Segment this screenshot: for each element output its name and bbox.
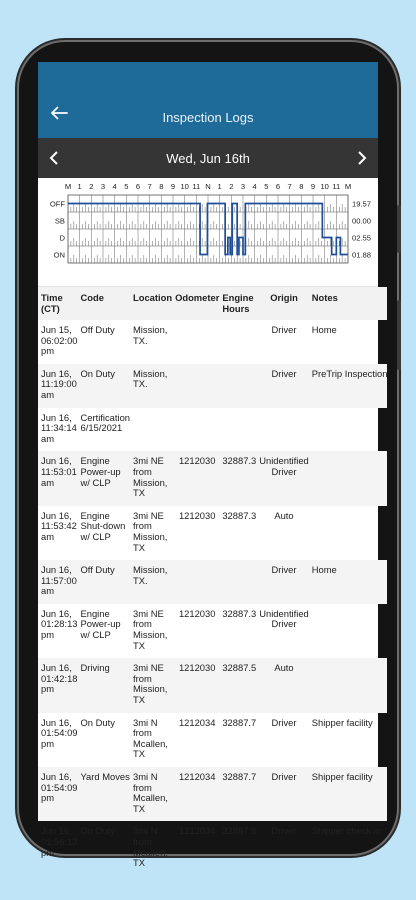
cell-odometer: 1212030	[178, 607, 216, 619]
next-day-chevron-icon[interactable]	[352, 149, 370, 167]
cell-code: Driving	[78, 658, 131, 712]
hour-label: 6	[135, 182, 141, 191]
cell-time: Jun 16, 01:54:09 pm	[38, 767, 78, 821]
table-row[interactable]	[38, 658, 387, 712]
table-row[interactable]	[38, 713, 387, 767]
hour-label: 3	[100, 182, 106, 191]
cell-time: Jun 16, 11:53:42 am	[41, 509, 77, 542]
cell-odometer: 1212030	[172, 658, 219, 712]
hour-label: 8	[299, 182, 304, 191]
cell-engine-hours: 32887.7	[219, 767, 256, 821]
hour-label: 4	[252, 182, 257, 191]
status-row-total: 19.57	[352, 199, 372, 209]
cell-time: Jun 15, 06:02:00 pm	[41, 324, 78, 357]
cell-origin: Driver	[256, 364, 309, 408]
table-row[interactable]	[38, 821, 387, 875]
hour-label: 5	[124, 182, 129, 191]
hour-label: 2	[89, 182, 94, 191]
table-row[interactable]	[38, 364, 387, 408]
column-header-origin: Origin	[256, 287, 309, 320]
cell-notes	[309, 506, 388, 560]
cell-origin: Unidentified Driver	[259, 607, 309, 630]
column-header-code: Code	[78, 287, 131, 320]
cell-code: Off Duty	[80, 324, 115, 335]
cell-engine-hours: 32887.8	[222, 825, 257, 837]
cell-notes	[309, 658, 388, 712]
table-row[interactable]	[38, 560, 387, 604]
cell-code: On Duty	[78, 364, 131, 408]
cell-engine-hours: 32887.3	[222, 509, 257, 521]
cell-time: Jun 16, 11:53:01 am	[38, 451, 78, 505]
cell-notes: Home	[311, 324, 337, 335]
column-header-time: Time (CT)	[38, 287, 78, 320]
date-navigator	[38, 138, 378, 178]
hour-label: 7	[147, 182, 152, 191]
cell-time: Jun 16, 11:19:00 am	[38, 364, 78, 408]
column-header-notes: Notes	[309, 287, 388, 320]
cell-engine-hours	[219, 560, 256, 604]
cell-odometer: 1212030	[178, 509, 216, 521]
cell-engine-hours: 32887.3	[222, 607, 257, 619]
hour-label: 9	[310, 182, 316, 191]
page-title: Inspection Logs	[162, 110, 254, 125]
cell-engine-hours	[219, 408, 256, 452]
cell-code: Off Duty	[78, 560, 131, 604]
cell-location: Mission, TX.	[130, 364, 172, 408]
column-header-odometer: Odometer	[172, 287, 219, 320]
cell-code: Engine Power-up w/ CLP	[80, 607, 121, 641]
column-header-engine-hours: Engine Hours	[219, 287, 256, 320]
power-button	[397, 300, 401, 370]
cell-location: 3mi NE from Mission, TX	[130, 658, 172, 712]
hour-label: 7	[287, 182, 292, 191]
cell-odometer: 1212034	[172, 767, 219, 821]
table-row[interactable]	[38, 408, 387, 452]
log-events-table	[38, 287, 387, 876]
cell-notes	[309, 604, 388, 658]
hour-label: 11	[192, 182, 201, 191]
status-row-label: ON	[53, 250, 65, 260]
cell-location: 3mi N from Mcallen, TX	[133, 825, 168, 869]
duty-status-graph	[38, 178, 378, 287]
cell-location: 3mi N from Mcallen, TX	[133, 716, 168, 760]
cell-odometer	[172, 364, 219, 408]
cell-odometer	[172, 560, 219, 604]
cell-origin: Driver	[271, 716, 297, 728]
hour-label: M	[64, 182, 72, 191]
cell-code: On Duty	[80, 825, 115, 837]
cell-odometer: 1212034	[178, 825, 216, 837]
status-row-total: 02.55	[352, 233, 372, 243]
table-row[interactable]	[38, 506, 387, 560]
cell-notes: Shipper facility	[311, 716, 373, 728]
cell-location: 3mi NE from Mission, TX	[130, 451, 172, 505]
cell-notes: Shipper check in	[311, 825, 382, 837]
cell-odometer	[172, 320, 219, 364]
cell-notes	[309, 451, 388, 505]
cell-origin: Driver	[271, 825, 297, 837]
cell-notes: PreTrip Inspection	[309, 364, 388, 408]
table-row[interactable]	[38, 451, 387, 505]
cell-location	[130, 408, 172, 452]
cell-location: Mission, TX.	[130, 560, 172, 604]
status-row-total: 00.00	[352, 216, 372, 226]
hour-label: 1	[217, 182, 222, 191]
cell-origin: Driver	[256, 560, 309, 604]
current-date: Wed, Jun 16th	[166, 151, 250, 166]
hour-label: 6	[275, 182, 281, 191]
cell-origin	[256, 408, 309, 452]
hour-label: 3	[240, 182, 246, 191]
cell-engine-hours	[219, 364, 256, 408]
hour-label: 4	[112, 182, 117, 191]
cell-notes: Home	[309, 560, 388, 604]
cell-odometer: 1212030	[172, 451, 219, 505]
duty-status-chart	[38, 178, 378, 286]
cell-engine-hours: 32887.5	[219, 658, 256, 712]
cell-code: Engine Shut-down w/ CLP	[80, 509, 126, 542]
status-row-label: SB	[54, 216, 65, 226]
cell-engine-hours	[219, 320, 256, 364]
cell-code: Engine Power-up w/ CLP	[78, 451, 131, 505]
volume-button	[397, 205, 401, 253]
status-row-label: D	[59, 233, 65, 243]
column-header-location: Location	[130, 287, 172, 320]
hour-label: 11	[332, 182, 341, 191]
cell-time: Jun 16, 01:28:13 pm	[41, 607, 78, 641]
table-row[interactable]	[38, 604, 387, 658]
app-screen	[38, 62, 388, 869]
cell-origin: Auto	[256, 658, 309, 712]
cell-engine-hours: 32887.3	[219, 451, 256, 505]
cell-location: 3mi NE from Mission, TX	[133, 607, 168, 651]
cell-odometer: 1212034	[178, 716, 216, 728]
cell-time: Jun 16, 01:56:13 pm	[41, 825, 78, 858]
hour-label: 9	[170, 182, 176, 191]
hour-label: 5	[264, 182, 269, 191]
cell-time: Jun 16, 01:54:09 pm	[41, 716, 78, 749]
cell-origin: Driver	[271, 324, 297, 335]
status-row-label: OFF	[49, 199, 65, 209]
cell-engine-hours: 32887.7	[222, 716, 257, 728]
cell-time: Jun 16, 01:42:18 pm	[38, 658, 78, 712]
hour-label: 10	[180, 182, 189, 191]
table-header-row	[38, 287, 387, 320]
hour-label: N	[205, 182, 211, 191]
cell-location: 3mi N from Mcallen, TX	[130, 767, 172, 821]
hour-label: 1	[77, 182, 82, 191]
hour-label: 2	[229, 182, 234, 191]
cell-notes	[309, 408, 388, 452]
cell-origin: Unidentified Driver	[256, 451, 309, 505]
cell-location: Mission, TX.	[133, 324, 168, 346]
cell-code: On Duty	[80, 716, 115, 728]
table-row[interactable]	[38, 767, 387, 821]
table-row[interactable]	[38, 320, 387, 364]
app-header	[38, 62, 378, 138]
cell-odometer	[172, 408, 219, 452]
cell-location: 3mi NE from Mission, TX	[133, 509, 168, 553]
cell-notes: Shipper facility	[309, 767, 388, 821]
cell-code: Yard Moves	[78, 767, 131, 821]
status-row-total: 01.88	[352, 250, 372, 260]
hour-label: 10	[320, 182, 329, 191]
cell-time: Jun 16, 11:34:14 am	[41, 411, 77, 444]
cell-code: Certification 6/15/2021	[80, 411, 130, 434]
hour-label: M	[344, 182, 352, 191]
cell-time: Jun 16, 11:57:00 am	[38, 560, 78, 604]
cell-origin: Driver	[256, 767, 309, 821]
cell-origin: Auto	[274, 509, 294, 521]
hour-label: 8	[159, 182, 164, 191]
